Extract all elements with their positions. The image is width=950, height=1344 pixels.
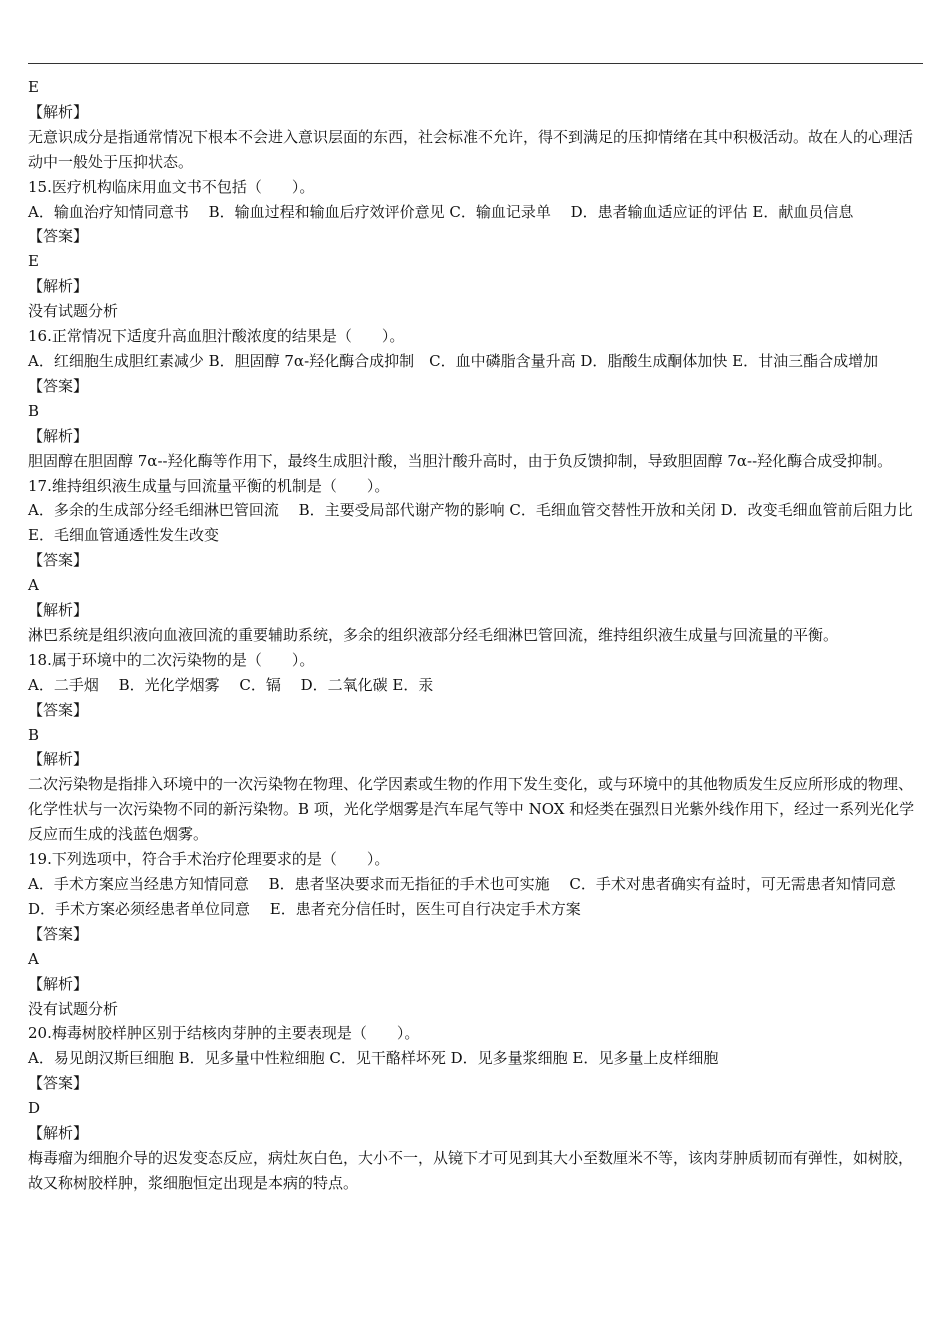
question-20-options: A．易见朗汉斯巨细胞 B．见多量中性粒细胞 C．见干酪样坏死 D．见多量浆细胞 E．见多量上皮样细胞 — [28, 1049, 719, 1068]
question-16-options: A．红细胞生成胆红素减少 B．胆固醇 7α-羟化酶合成抑制 C．血中磷脂含量升高 D．脂酸生成酮体加快 E．甘油三酯合成增加 — [28, 351, 879, 370]
question-19: 19.下列选项中，符合手术治疗伦理要求的是（ ）。 — [28, 850, 390, 869]
analysis-text: 无意识成分是指通常情况下根本不会进入意识层面的东西，社会标准不允许，得不到满足的压抑情绪在其中积极活动。故在人的心理活动中一般处于压抑状态。 — [28, 127, 914, 171]
answer-heading: 【答案】 — [28, 551, 89, 570]
answer-heading: 【答案】 — [28, 1074, 89, 1093]
analysis-text: 淋巴系统是组织液向血液回流的重要辅助系统，多余的组织液部分经毛细淋巴管回流，维持组织液生成量与回流量的平衡。 — [28, 625, 839, 644]
question-19-options: A．手术方案应当经患方知情同意 B．患者坚决要求而无指征的手术也可实施 C．手术对患者确实有益时，可无需患者知情同意 D．手术方案必须经患者单位同意 E．患者充分信任时，医生可自行决定手术方案 — [28, 875, 916, 918]
analysis-text: 胆固醇在胆固醇 7α--羟化酶等作用下，最终生成胆汁酸，当胆汁酸升高时，由于负反馈抑制，导致胆固醇 7α--羟化酶合成受抑制。 — [28, 451, 893, 470]
question-20: 20.梅毒树胶样肿区别于结核肉芽肿的主要表现是（ ）。 — [28, 1024, 420, 1043]
analysis-text: 二次污染物是指排入环境中的一次污染物在物理、化学因素或生物的作用下发生变化，或与环境中的其他物质发生反应所形成的物理、化学性状与一次污染物不同的新污染物。B 项，光化学烟雾是汽车尾气等中 NOX 和烃类在强烈日光紫外线作用下，经过一系列光化学反应而生成的浅蓝色烟雾。 — [28, 775, 915, 844]
question-15: 15.医疗机构临床用血文书不包括（ ）。 — [28, 177, 315, 196]
answer-heading: 【答案】 — [28, 700, 89, 719]
answer-text: A — [28, 576, 39, 595]
analysis-heading: 【解析】 — [28, 102, 89, 121]
question-16: 16.正常情况下适度升高血胆汁酸浓度的结果是（ ）。 — [28, 327, 405, 346]
analysis-text: 没有试题分析 — [28, 999, 119, 1018]
document-body — [28, 75, 948, 1196]
analysis-heading: 【解析】 — [28, 750, 89, 769]
question-18-options: A．二手烟 B．光化学烟雾 C．镉 D．二氧化碳 E．汞 — [28, 675, 434, 694]
analysis-heading: 【解析】 — [28, 1124, 89, 1143]
question-15-options: A．输血治疗知情同意书 B．输血过程和输血后疗效评价意见 C．输血记录单 D．患者输血适应证的评估 E．献血员信息 — [28, 202, 854, 221]
question-17: 17.维持组织液生成量与回流量平衡的机制是（ ）。 — [28, 476, 390, 495]
question-17-options: A．多余的生成部分经毛细淋巴管回流 B．主要受局部代谢产物的影响 C．毛细血管交替性开放和关闭 D．改变毛细血管前后阻力比 E．毛细血管通透性发生改变 — [28, 501, 948, 545]
answer-text: A — [28, 949, 39, 968]
question-18: 18.属于环境中的二次污染物的是（ ）。 — [28, 650, 315, 669]
analysis-heading: 【解析】 — [28, 277, 89, 296]
answer-text: E — [28, 252, 39, 271]
analysis-heading: 【解析】 — [28, 601, 89, 620]
answer-text: E — [28, 78, 39, 96]
analysis-heading: 【解析】 — [28, 426, 89, 445]
analysis-text: 没有试题分析 — [28, 302, 119, 321]
answer-heading: 【答案】 — [28, 924, 89, 943]
answer-heading: 【答案】 — [28, 376, 89, 395]
analysis-text: 梅毒瘤为细胞介导的迟发变态反应，病灶灰白色，大小不一，从镜下才可见到其大小至数厘米不等，该肉芽肿质韧而有弹性，如树胶，故又称树胶样肿，浆细胞恒定出现是本病的特点。 — [28, 1148, 914, 1192]
header-rule — [28, 63, 923, 64]
answer-text: D — [28, 1099, 41, 1118]
answer-text: B — [28, 725, 40, 744]
answer-text: B — [28, 401, 40, 420]
answer-heading: 【答案】 — [28, 227, 89, 246]
analysis-heading: 【解析】 — [28, 974, 89, 993]
